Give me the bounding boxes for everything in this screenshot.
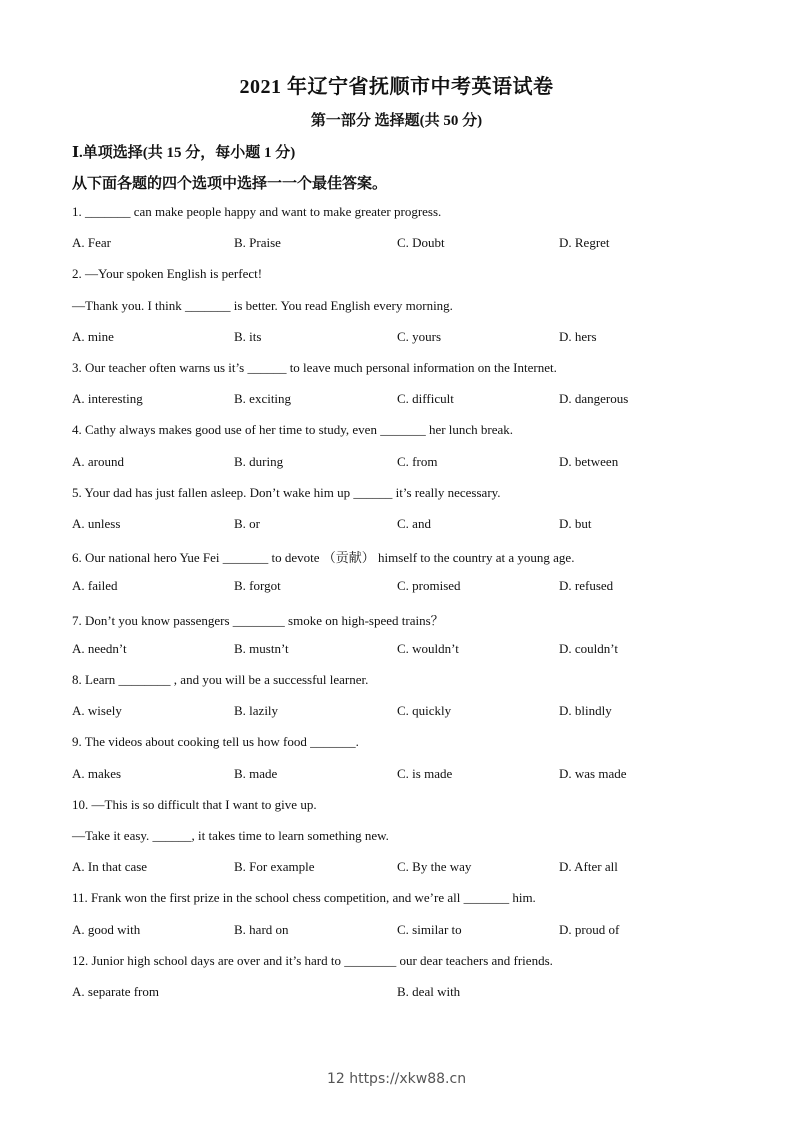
answer-option: D. but — [559, 516, 592, 531]
answer-option: B. hard on — [234, 921, 289, 937]
answer-option: C. promised — [397, 578, 461, 594]
answer-option: A. needn’t — [72, 640, 127, 656]
answer-option: B. deal with — [397, 984, 461, 999]
question-stem: —Take it easy. ______, it takes time to learn something new. — [72, 828, 389, 843]
answer-option: A. makes — [72, 765, 122, 781]
question-stem: 11. Frank won the first prize in the school chess competition, and we’re all _______ him. — [72, 890, 536, 906]
answer-option: A. Fear — [72, 235, 111, 251]
answer-option: C. quickly — [397, 703, 452, 719]
answer-option: A. separate from — [72, 984, 159, 999]
question-stem: 12. Junior high school days are over and it’s hard to ________ our dear teachers and friends. — [72, 952, 553, 968]
question-stem: 8. Learn ________ , and you will be a successful learner. — [72, 672, 369, 687]
page-footer: 12 https://xkw88.cn — [326, 1071, 467, 1087]
answer-option: A. around — [72, 453, 124, 469]
answer-option: A. good with — [72, 921, 141, 937]
answer-option: D. Regret — [559, 235, 610, 251]
answer-option: D. dangerous — [559, 391, 629, 407]
answer-option: C. difficult — [397, 391, 454, 407]
answer-option: B. For example — [234, 859, 315, 875]
answer-option: C. from — [397, 453, 438, 469]
answer-option: D. blindly — [559, 703, 612, 719]
answer-option: B. mustn’t — [234, 640, 289, 656]
answer-option: C. similar to — [397, 921, 462, 937]
answer-option: B. or — [234, 516, 260, 531]
answer-option: C. By the way — [397, 859, 472, 875]
answer-option: B. its — [234, 328, 262, 344]
question-stem: 3. Our teacher often warns us it’s ______ to leave much personal information on the Internet. — [72, 360, 557, 375]
answer-option: D. After all — [559, 859, 618, 875]
answer-option: A. In that case — [72, 859, 148, 875]
answer-option: A. failed — [72, 578, 118, 594]
section-heading: Ⅰ.单项选择(共 15 分，每小题 1 分) — [72, 145, 296, 161]
answer-option: A. wisely — [72, 703, 122, 719]
answer-option: B. exciting — [234, 391, 292, 407]
answer-option: C. wouldn’t — [397, 640, 459, 656]
answer-option: B. made — [234, 765, 278, 781]
answer-option: D. couldn’t — [559, 640, 618, 656]
answer-option: B. lazily — [234, 703, 279, 719]
answer-option: A. unless — [72, 516, 121, 531]
answer-option: D. between — [559, 453, 619, 469]
question-stem: —Thank you. I think _______ is better. You read English every morning. — [72, 297, 453, 313]
question-stem: 2. —Your spoken English is perfect! — [72, 266, 263, 282]
question-stem: 1. _______ can make people happy and want to make greater progress. — [72, 204, 442, 219]
answer-option: A. mine — [72, 328, 114, 344]
question-stem: 9. The videos about cooking tell us how food _______. — [72, 734, 359, 750]
question-stem: 5. Your dad has just fallen asleep. Don’t wake him up ______ it’s really necessary. — [72, 484, 501, 500]
answer-option: B. forgot — [234, 578, 281, 594]
question-stem: 10. —This is so difficult that I want to give up. — [72, 796, 317, 812]
answer-option: C. Doubt — [397, 235, 445, 251]
question-stem: 7. Don’t you know passengers ________ smoke on high-speed trains？ — [72, 612, 444, 628]
question-stem: 4. Cathy always makes good use of her time to study, even _______ her lunch break. — [72, 422, 514, 438]
answer-option: C. is made — [397, 765, 453, 781]
question-stem: 6. Our national hero Yue Fei _______ to devote （贡献） himself to the country at a young age. — [72, 550, 575, 566]
page-title: 2021 年辽宁省抚顺市中考英语试卷 — [239, 76, 554, 98]
answer-option: B. Praise — [234, 235, 281, 251]
answer-option: B. during — [234, 453, 284, 469]
answer-option: D. was made — [559, 765, 627, 781]
answer-option: C. yours — [397, 328, 442, 344]
answer-option: A. interesting — [72, 391, 143, 407]
answer-option: D. proud of — [559, 921, 620, 937]
answer-option: D. hers — [559, 328, 597, 344]
part-subtitle: 第一部分 选择题(共 50 分) — [310, 113, 483, 129]
answer-option: C. and — [397, 516, 431, 531]
answer-option: D. refused — [559, 578, 614, 594]
section-instruction: 从下面各题的四个选项中选择一一个最佳答案。 — [72, 176, 388, 192]
